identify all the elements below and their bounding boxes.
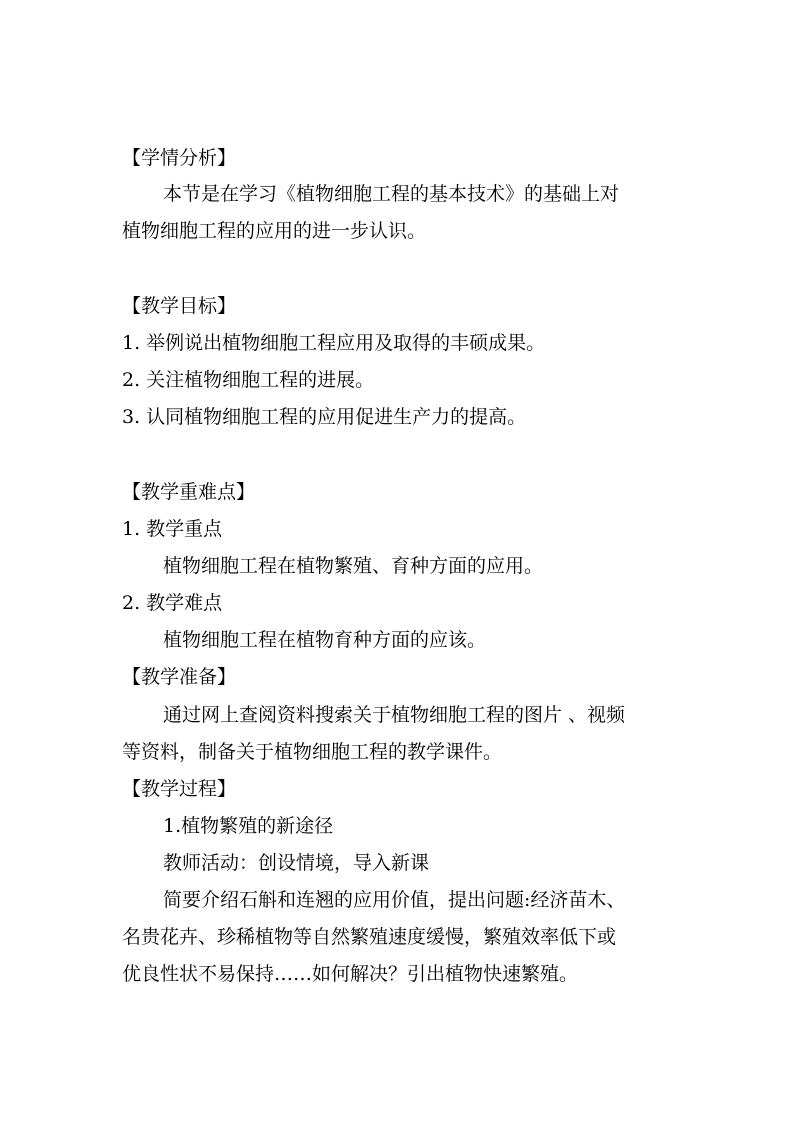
preparation-para-line-2: 等资料，制备关于植物细胞工程的教学课件。: [122, 741, 503, 763]
difficulty-text: 植物细胞工程在植物育种方面的应该。: [163, 629, 487, 651]
difficulty-label: 2. 教学难点: [122, 592, 223, 614]
situation-heading: 【学情分析】: [122, 147, 237, 169]
process-sub-title: 1.植物繁殖的新途径: [163, 815, 334, 837]
goal-item-3: 3. 认同植物细胞工程的应用促进生产力的提高。: [122, 406, 527, 428]
focus-label: 1. 教学重点: [122, 518, 223, 540]
preparation-para-line-1: 通过网上查阅资料搜索关于植物细胞工程的图片 、视频: [163, 704, 626, 726]
situation-para-line-1: 本节是在学习《植物细胞工程的基本技术》的基础上对: [163, 183, 620, 205]
preparation-heading: 【教学准备】: [122, 666, 237, 688]
situation-para-line-2: 植物细胞工程的应用的进一步认识。: [122, 220, 427, 242]
goal-item-2: 2. 关注植物细胞工程的进展。: [122, 369, 375, 391]
teacher-activity: 教师活动：创设情境，导入新课: [163, 852, 430, 874]
process-para-line-1: 简要介绍石斛和连翘的应用价值，提出问题:经济苗木、: [163, 889, 626, 911]
key-points-heading: 【教学重难点】: [122, 481, 256, 503]
process-para-line-3: 优良性状不易保持……如何解决？引出植物快速繁殖。: [122, 963, 579, 985]
process-para-line-2: 名贵花卉、珍稀植物等自然繁殖速度缓慢，繁殖效率低下或: [122, 926, 617, 948]
goals-heading: 【教学目标】: [122, 295, 237, 317]
goal-item-1: 1. 举例说出植物细胞工程应用及取得的丰硕成果。: [122, 332, 546, 354]
process-heading: 【教学过程】: [122, 778, 237, 800]
focus-text: 植物细胞工程在植物繁殖、育种方面的应用。: [163, 555, 544, 577]
